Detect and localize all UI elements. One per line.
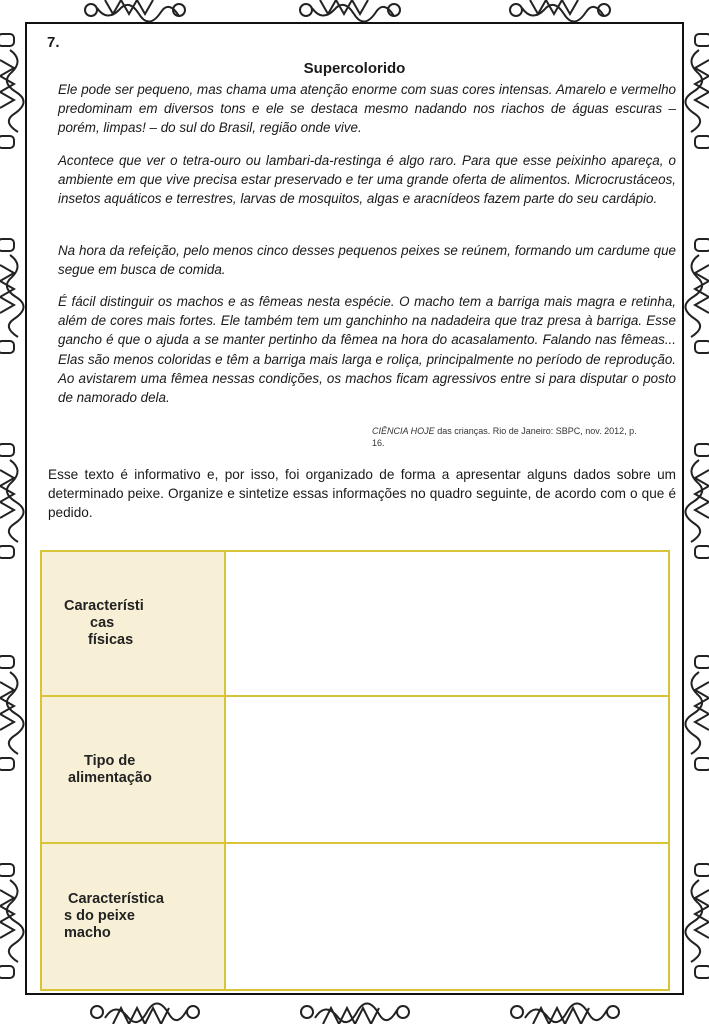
label-line: Característi [64,598,144,614]
label-line: s do peixe [64,908,135,924]
source-details: das crianças. Rio de Janeiro: SBPC, nov. 2012, p. 16. [372,426,637,448]
answer-cell-caracteristicas-fisicas[interactable] [225,551,669,696]
question-number: 7. [47,34,60,51]
left-mandala-3 [0,444,24,558]
paragraph-4: É fácil distinguir os machos e as fêmeas nesta espécie. O macho tem a barriga mais magra e retinha, além de cores mais fortes. Ele também tem um ganchinho na nadadeira que traz presa à barriga. Esse gancho é que o ajuda a se manter pertinho da fêmea na hora do acasalamento. Falando nas fêmeas... Elas são menos coloridas e têm a barriga mais larga e roliça, principalmente no período de reprodução. Ao avistarem uma fêmea nessas condições, os machos ficam agressivos entre si para disputar o posto de namorado dela. [58,294,676,406]
table-row [41,843,669,990]
right-mandala-1 [685,34,709,148]
label-line: físicas [88,632,134,648]
text-title: Supercolorido [303,60,406,77]
table-row [41,551,669,696]
right-mandala-3 [685,444,709,558]
label-line: Tipo de [84,752,136,769]
right-mandala-4 [685,656,709,770]
worksheet-panel [25,22,684,995]
row-label-caracteristicas-fisicas [41,551,225,696]
right-mandala-5 [685,864,709,978]
table-row [41,696,669,843]
top-mandala-center [300,0,400,22]
left-mandala-4 [0,656,24,770]
bottom-mandala-center [301,1003,409,1024]
label-line: Característica [68,891,164,907]
paragraph-1: Ele pode ser pequeno, mas chama uma atenção enorme com suas cores intensas. Amarelo e vermelho predominam em diversos tons e ele se destaca mesmo nadando nos riachos de águas escuras – porém, limpas! – do sul do Brasil, região onde vive. [58,82,676,136]
row-label-caracteristicas-do-macho [41,843,225,990]
left-mandala-2 [0,239,24,353]
instruction-text: Esse texto é informativo e, por isso, foi organizado de forma a apresentar alguns dados sobre um determinado peixe. Organize e sintetize essas informações no quadro seguinte, de acordo com o que é pedido. [48,467,676,520]
bottom-mandala-left [91,1003,199,1024]
answer-cell-caracteristicas-do-macho[interactable] [225,843,669,990]
paragraph-3: Na hora da refeição, pelo menos cinco desses pequenos peixes se reúnem, formando um cardume que segue em busca de comida. [58,243,676,278]
label-line: alimentação [68,769,152,786]
label-line: cas [90,615,115,631]
bottom-mandala-right [511,1003,619,1024]
top-mandala-right [510,0,610,22]
paragraph-2: Acontece que ver o tetra-ouro ou lambari-da-restinga é algo raro. Para que esse peixinho apareça, o ambiente em que vive precisa estar preservado e ter uma grande oferta de alimentos. Microcrustáceos, insetos aquáticos e terrestres, larvas de mosquitos, algas e aracnídeos fazem parte do seu cardápio. [58,153,676,207]
row-label-tipo-de-alimentacao [41,696,225,843]
top-mandala-left [85,0,185,22]
left-mandala-1 [0,34,24,148]
source-citation [372,425,642,449]
source-publication: CIÊNCIA HOJE [372,426,435,436]
answer-table [40,550,670,991]
left-mandala-5 [0,864,24,978]
right-mandala-2 [685,239,709,353]
label-line: macho [64,925,111,941]
answer-cell-tipo-de-alimentacao[interactable] [225,696,669,843]
